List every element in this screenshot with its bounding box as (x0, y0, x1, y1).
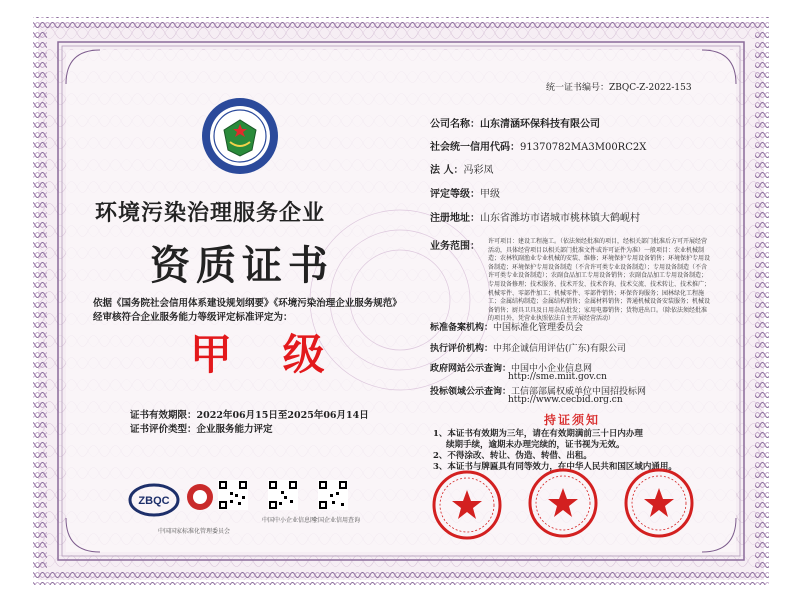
gov-site-name: 中国中小企业信息网 (511, 364, 593, 374)
qr-code (268, 480, 298, 510)
certificate-number: 统一证书编号：ZBQC-Z-2022-153 (546, 83, 692, 93)
basis-text-1: 依据《国务院社会信用体系建设规划纲要》《环境污染治理企业服务规范》 (93, 298, 402, 309)
company-name: 山东清涵环保科技有限公司 (480, 119, 600, 130)
brand-logo (185, 482, 215, 512)
cn-site-label: 投标领域公示查询： (430, 387, 512, 397)
grade-big: 甲 级 (190, 330, 343, 379)
official-seal (526, 466, 600, 540)
exec-label: 执行评价机构： (430, 344, 494, 354)
notice-item: 1、本证书有效期为三年，请在有效期满前三十日内办理 (433, 429, 643, 439)
caption-2: 中国中小企业信息网 (262, 517, 317, 524)
address-label: 注册地址： (430, 213, 480, 224)
notice-title: 持证须知 (544, 413, 601, 427)
gov-site-url: http://sme.miit.gov.cn (508, 372, 607, 382)
legal-person-row (430, 161, 493, 176)
exec-org: 中邦企诚信用评估(广东)有限公司 (493, 344, 627, 354)
address-row (430, 209, 640, 224)
company-name-row (430, 115, 600, 130)
qr-code (218, 480, 248, 510)
emblem-logo (200, 96, 280, 176)
official-seal (430, 468, 504, 542)
exec-row (430, 341, 626, 354)
credit-code: 91370782MA3M00RC2X (520, 142, 647, 153)
company-name-label: 公司名称： (430, 119, 480, 130)
certificate-title-line2: 资质证书 (150, 242, 334, 289)
scope-label: 业务范围： (430, 241, 480, 252)
grade-value: 甲级 (480, 189, 500, 200)
official-seal (622, 466, 696, 540)
notice-item: 续期手续，逾期未办理完续的，证书视为无效。 (446, 440, 625, 450)
credit-code-label: 社会统一信用代码： (430, 142, 520, 153)
evaluation-type: 证书评价类型：企业服务能力评定 (130, 424, 273, 435)
notice-item: 2、不得涂改、转让、伪造、转借、出租。 (433, 451, 592, 461)
certificate-title-line1: 环境污染治理服务企业 (95, 200, 326, 226)
legal-person-label: 法 人： (430, 165, 464, 176)
qr-code (318, 480, 348, 510)
basis-text-2: 经审核符合企业服务能力等级评定标准评定为： (93, 312, 293, 323)
standard-label: 标准备案机构： (430, 323, 494, 333)
gov-site-label: 政府网站公示查询： (430, 364, 512, 374)
cn-site-url: http://www.cecbid.org.cn (508, 395, 623, 405)
validity-period: 证书有效期限：2022年06月15日至2025年06月14日 (130, 410, 369, 421)
grade-row (430, 185, 500, 200)
cn-site-name: 工信部部属权威单位中国招投标网 (511, 387, 647, 397)
legal-person: 冯彩凤 (463, 165, 494, 176)
address: 山东省潍坊市诸城市桃林镇大鹤岘村 (480, 213, 640, 224)
standard-org: 中国标准化管理委员会 (493, 323, 584, 333)
zbqc-text: ZBQC (138, 495, 170, 507)
caption-1: 中国国家标准化管理委员会 (158, 528, 231, 535)
standard-row (430, 320, 583, 333)
grade-label: 评定等级： (430, 189, 480, 200)
caption-3: 全国企业信用查询 (312, 517, 361, 524)
zbqc-logo (128, 482, 180, 518)
credit-code-row (430, 138, 646, 153)
notice-item: 3、本证书与牌匾具有同等效力，在中华人民共和国区域内通用。 (433, 462, 677, 472)
business-scope: 许可项目：建设工程施工。（依法须经批准的项目，经相关部门批准后方可开展经营活动，具体经营项目以相关部门批准文件或许可证件为准）一般项目：农业机械制造；农林牧副渔业专业机械的安装、维修；环境保护专用设备销售；环境保护专用设备制造；环境保护专用设备制造（不含许可类专业设备制造）；专用设备制造（不含许可类专业设备制造）；农副食品加工专用设备销售；农副食品加工专用设备制造；专用设备修理；技术服务、技术开发、技术咨询、技术交流、技术转让、技术推广；机械零件、零部件加工；机械零件、零部件销售；环保咨询服务；园林绿化工程施工；金属结构制造；金属结构销售；金属材料销售；普通机械设备安装服务；机械设备销售；厨具卫具及日用杂品批发；家用电器销售；货物进出口。（除依法须经批准的项目外，凭营业执照依法自主开展经营活动） (488, 238, 711, 323)
